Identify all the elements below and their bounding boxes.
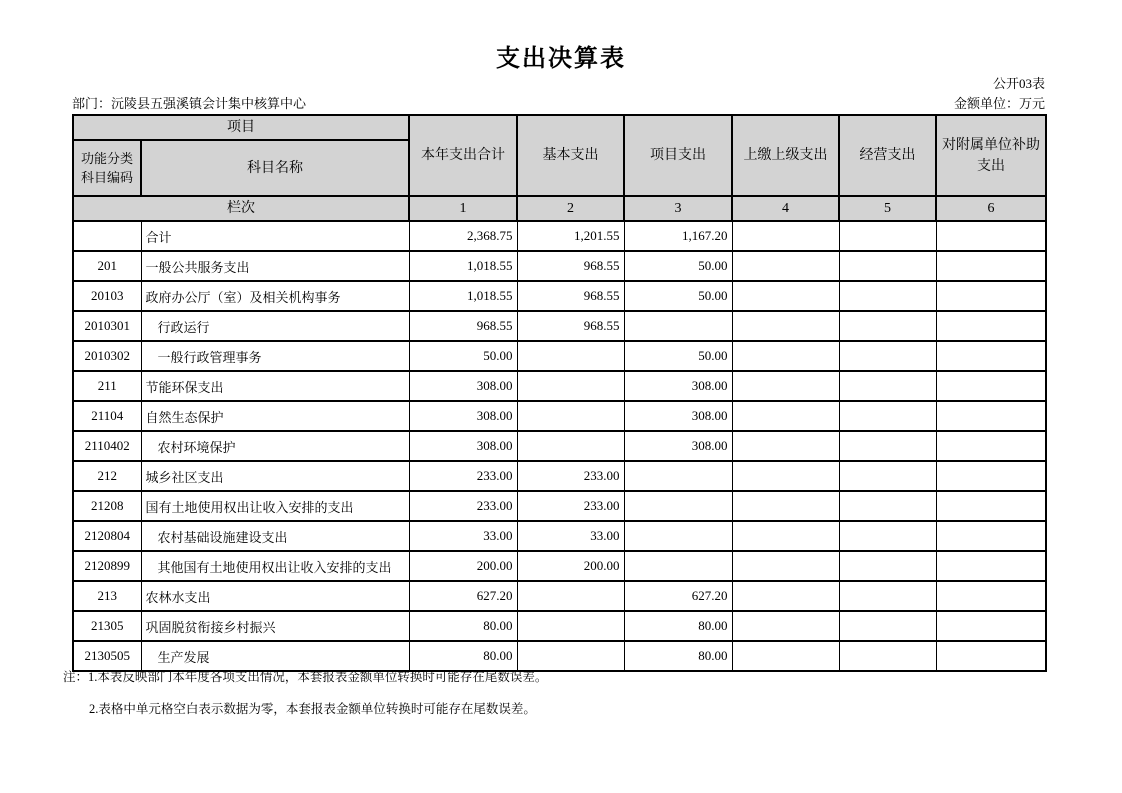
- header-row-project: [73, 115, 1046, 140]
- header-num-2: 2: [517, 196, 624, 221]
- unit-label: 金额单位：万元: [953, 96, 1045, 111]
- value-cell: 1,018.55: [409, 251, 517, 281]
- value-cell: [732, 401, 839, 431]
- header-num-6: 6: [936, 196, 1046, 221]
- footnote-1: 注：1.本表反映部门本年度各项支出情况，本套报表金额单位转换时可能存在尾数误差。: [63, 670, 548, 684]
- value-cell: [936, 491, 1046, 521]
- value-cell: [732, 251, 839, 281]
- value-cell: 50.00: [624, 341, 732, 371]
- value-cell: 308.00: [624, 401, 732, 431]
- value-cell: 50.00: [409, 341, 517, 371]
- table-row: [73, 341, 1046, 371]
- value-cell: 627.20: [409, 581, 517, 611]
- value-cell: [517, 641, 624, 671]
- value-cell: [936, 431, 1046, 461]
- header-col-project: 项目支出: [624, 115, 732, 196]
- table-row: [73, 641, 1046, 671]
- value-cell: 308.00: [624, 371, 732, 401]
- value-cell: [839, 221, 936, 251]
- name-cell: 巩固脱贫衔接乡村振兴: [141, 611, 409, 641]
- code-cell: 2110402: [73, 431, 141, 461]
- value-cell: [936, 461, 1046, 491]
- value-cell: 2,368.75: [409, 221, 517, 251]
- value-cell: [732, 521, 839, 551]
- value-cell: [732, 491, 839, 521]
- value-cell: [839, 281, 936, 311]
- name-cell: 其他国有土地使用权出让收入安排的支出: [141, 551, 409, 581]
- code-cell: 213: [73, 581, 141, 611]
- value-cell: 1,018.55: [409, 281, 517, 311]
- table-row: [73, 431, 1046, 461]
- header-code: 功能分类科目编码: [73, 140, 141, 196]
- value-cell: 50.00: [624, 281, 732, 311]
- value-cell: 308.00: [409, 431, 517, 461]
- value-cell: [936, 281, 1046, 311]
- value-cell: [624, 491, 732, 521]
- value-cell: 308.00: [624, 431, 732, 461]
- value-cell: 33.00: [517, 521, 624, 551]
- value-cell: [839, 431, 936, 461]
- meta-row: [72, 93, 1045, 112]
- value-cell: [936, 641, 1046, 671]
- code-cell: 2010301: [73, 311, 141, 341]
- header-num-3: 3: [624, 196, 732, 221]
- value-cell: [732, 581, 839, 611]
- value-cell: [732, 641, 839, 671]
- code-cell: 20103: [73, 281, 141, 311]
- table-row: [73, 461, 1046, 491]
- value-cell: [936, 551, 1046, 581]
- value-cell: 200.00: [517, 551, 624, 581]
- code-cell: 21208: [73, 491, 141, 521]
- value-cell: 627.20: [624, 581, 732, 611]
- header-row-lanci: [73, 196, 1046, 221]
- code-cell: 21305: [73, 611, 141, 641]
- value-cell: [839, 521, 936, 551]
- value-cell: [839, 341, 936, 371]
- footnote-2: 2.表格中单元格空白表示数据为零，本套报表金额单位转换时可能存在尾数误差。: [89, 702, 536, 716]
- value-cell: [839, 491, 936, 521]
- name-cell: 农村基础设施建设支出: [141, 521, 409, 551]
- table-row: [73, 551, 1046, 581]
- header-num-1: 1: [409, 196, 517, 221]
- table-row: [73, 401, 1046, 431]
- value-cell: [517, 581, 624, 611]
- value-cell: [732, 611, 839, 641]
- value-cell: 968.55: [517, 251, 624, 281]
- value-cell: 233.00: [409, 461, 517, 491]
- table-row: [73, 521, 1046, 551]
- header-num-4: 4: [732, 196, 839, 221]
- table-row: [73, 491, 1046, 521]
- value-cell: [732, 551, 839, 581]
- value-cell: [839, 581, 936, 611]
- name-cell: 一般公共服务支出: [141, 251, 409, 281]
- code-cell: 2120899: [73, 551, 141, 581]
- header-col-operating: 经营支出: [839, 115, 936, 196]
- name-cell: 政府办公厅（室）及相关机构事务: [141, 281, 409, 311]
- header-col-upward: 上缴上级支出: [732, 115, 839, 196]
- value-cell: [517, 341, 624, 371]
- header-col-subsidy: 对附属单位补助支出: [936, 115, 1046, 196]
- value-cell: 80.00: [409, 611, 517, 641]
- value-cell: [732, 341, 839, 371]
- table-row: [73, 611, 1046, 641]
- value-cell: 968.55: [517, 311, 624, 341]
- value-cell: [624, 521, 732, 551]
- value-cell: [936, 401, 1046, 431]
- table-code-label: 公开03表: [992, 76, 1045, 91]
- name-cell: 合计: [141, 221, 409, 251]
- value-cell: 968.55: [409, 311, 517, 341]
- value-cell: [936, 521, 1046, 551]
- value-cell: 308.00: [409, 371, 517, 401]
- value-cell: [839, 251, 936, 281]
- name-cell: 一般行政管理事务: [141, 341, 409, 371]
- table-body: [73, 221, 1046, 671]
- value-cell: 233.00: [517, 491, 624, 521]
- value-cell: [936, 581, 1046, 611]
- value-cell: [624, 311, 732, 341]
- value-cell: [839, 461, 936, 491]
- value-cell: [936, 341, 1046, 371]
- value-cell: [732, 221, 839, 251]
- value-cell: [936, 371, 1046, 401]
- table-row: [73, 371, 1046, 401]
- value-cell: [936, 221, 1046, 251]
- value-cell: [732, 371, 839, 401]
- value-cell: [732, 431, 839, 461]
- value-cell: [517, 401, 624, 431]
- code-cell: [73, 221, 141, 251]
- code-cell: 212: [73, 461, 141, 491]
- header-col-total: 本年支出合计: [409, 115, 517, 196]
- value-cell: [517, 611, 624, 641]
- value-cell: 233.00: [409, 491, 517, 521]
- value-cell: [517, 431, 624, 461]
- value-cell: 1,201.55: [517, 221, 624, 251]
- header-project: 项目: [73, 115, 409, 140]
- expenditure-table: [72, 114, 1047, 672]
- value-cell: [936, 311, 1046, 341]
- name-cell: 行政运行: [141, 311, 409, 341]
- value-cell: [839, 401, 936, 431]
- table-row: [73, 311, 1046, 341]
- page-title: 支出决算表: [496, 46, 626, 72]
- value-cell: 33.00: [409, 521, 517, 551]
- value-cell: [624, 461, 732, 491]
- value-cell: 200.00: [409, 551, 517, 581]
- header-name: 科目名称: [141, 140, 409, 196]
- value-cell: 80.00: [624, 641, 732, 671]
- name-cell: 农林水支出: [141, 581, 409, 611]
- value-cell: [839, 551, 936, 581]
- department-label: 部门：沅陵县五强溪镇会计集中核算中心: [72, 96, 307, 111]
- code-cell: 2010302: [73, 341, 141, 371]
- code-cell: 2120804: [73, 521, 141, 551]
- code-cell: 211: [73, 371, 141, 401]
- table-row: [73, 581, 1046, 611]
- name-cell: 农村环境保护: [141, 431, 409, 461]
- value-cell: [936, 251, 1046, 281]
- value-cell: 233.00: [517, 461, 624, 491]
- table-row: [73, 281, 1046, 311]
- value-cell: 80.00: [624, 611, 732, 641]
- name-cell: 国有土地使用权出让收入安排的支出: [141, 491, 409, 521]
- value-cell: [624, 551, 732, 581]
- name-cell: 节能环保支出: [141, 371, 409, 401]
- value-cell: [732, 281, 839, 311]
- value-cell: [839, 311, 936, 341]
- value-cell: [732, 311, 839, 341]
- value-cell: [839, 641, 936, 671]
- name-cell: 自然生态保护: [141, 401, 409, 431]
- value-cell: 50.00: [624, 251, 732, 281]
- header-col-basic: 基本支出: [517, 115, 624, 196]
- code-cell: 21104: [73, 401, 141, 431]
- value-cell: [517, 371, 624, 401]
- value-cell: [732, 461, 839, 491]
- table-row: [73, 221, 1046, 251]
- value-cell: 968.55: [517, 281, 624, 311]
- value-cell: [839, 371, 936, 401]
- footnotes: [63, 670, 547, 734]
- name-cell: 生产发展: [141, 641, 409, 671]
- table-row: [73, 251, 1046, 281]
- value-cell: 1,167.20: [624, 221, 732, 251]
- code-cell: 2130505: [73, 641, 141, 671]
- header-lanci: 栏次: [73, 196, 409, 221]
- name-cell: 城乡社区支出: [141, 461, 409, 491]
- value-cell: [936, 611, 1046, 641]
- value-cell: [839, 611, 936, 641]
- value-cell: 308.00: [409, 401, 517, 431]
- value-cell: 80.00: [409, 641, 517, 671]
- header-num-5: 5: [839, 196, 936, 221]
- code-cell: 201: [73, 251, 141, 281]
